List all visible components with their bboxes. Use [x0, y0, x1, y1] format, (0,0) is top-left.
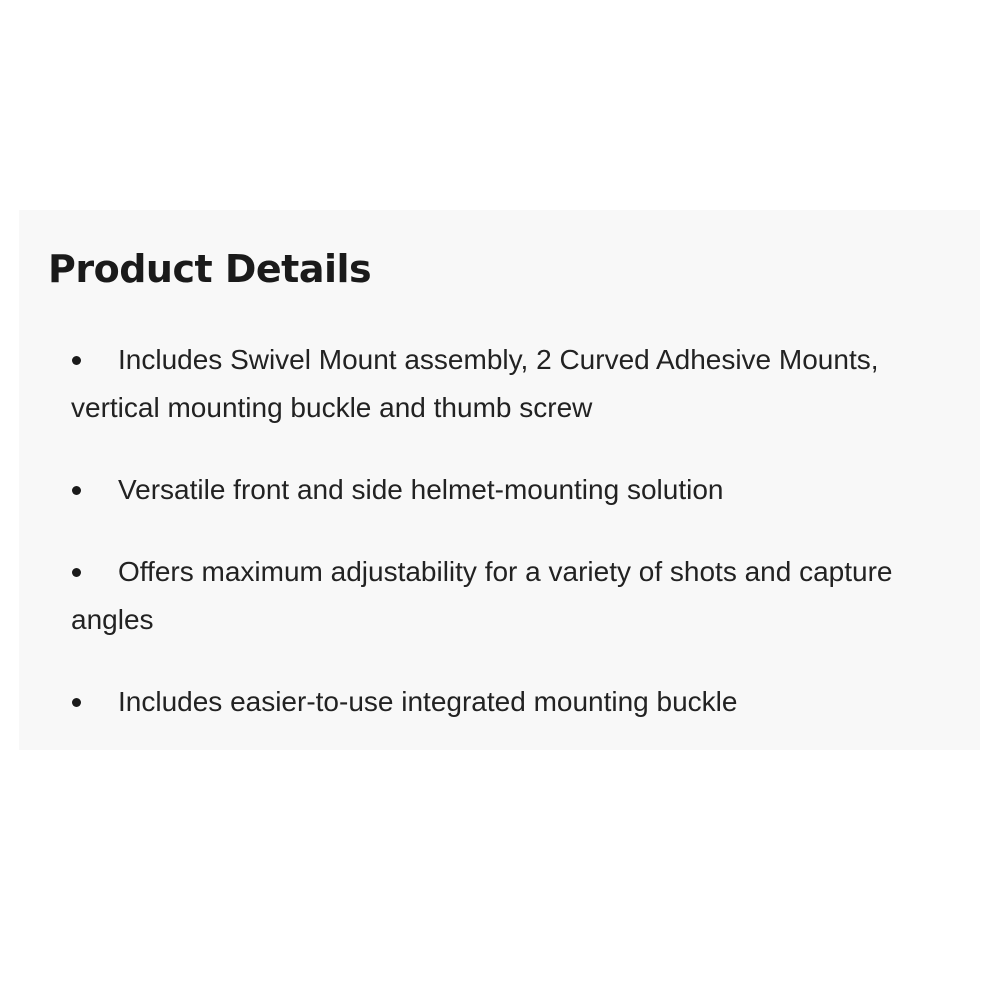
list-item [71, 548, 951, 644]
section-title: Product Details [48, 247, 372, 291]
bullet-icon [72, 568, 81, 577]
list-item [71, 466, 951, 514]
bullet-icon [72, 356, 81, 365]
bullet-icon [72, 698, 81, 707]
bullet-icon [72, 486, 81, 495]
list-item [71, 336, 951, 432]
list-item-text: Versatile front and side helmet-mounting solution [118, 474, 724, 505]
list-item-text: Includes Swivel Mount assembly, 2 Curved Adhesive Mounts, vertical mounting buckle and thumb screw [71, 344, 879, 423]
product-details-card [19, 210, 980, 750]
details-list [71, 336, 951, 760]
list-item [71, 678, 951, 726]
list-item-text: Offers maximum adjustability for a variety of shots and capture angles [71, 556, 893, 635]
list-item-text: Includes easier-to-use integrated mounting buckle [118, 686, 738, 717]
